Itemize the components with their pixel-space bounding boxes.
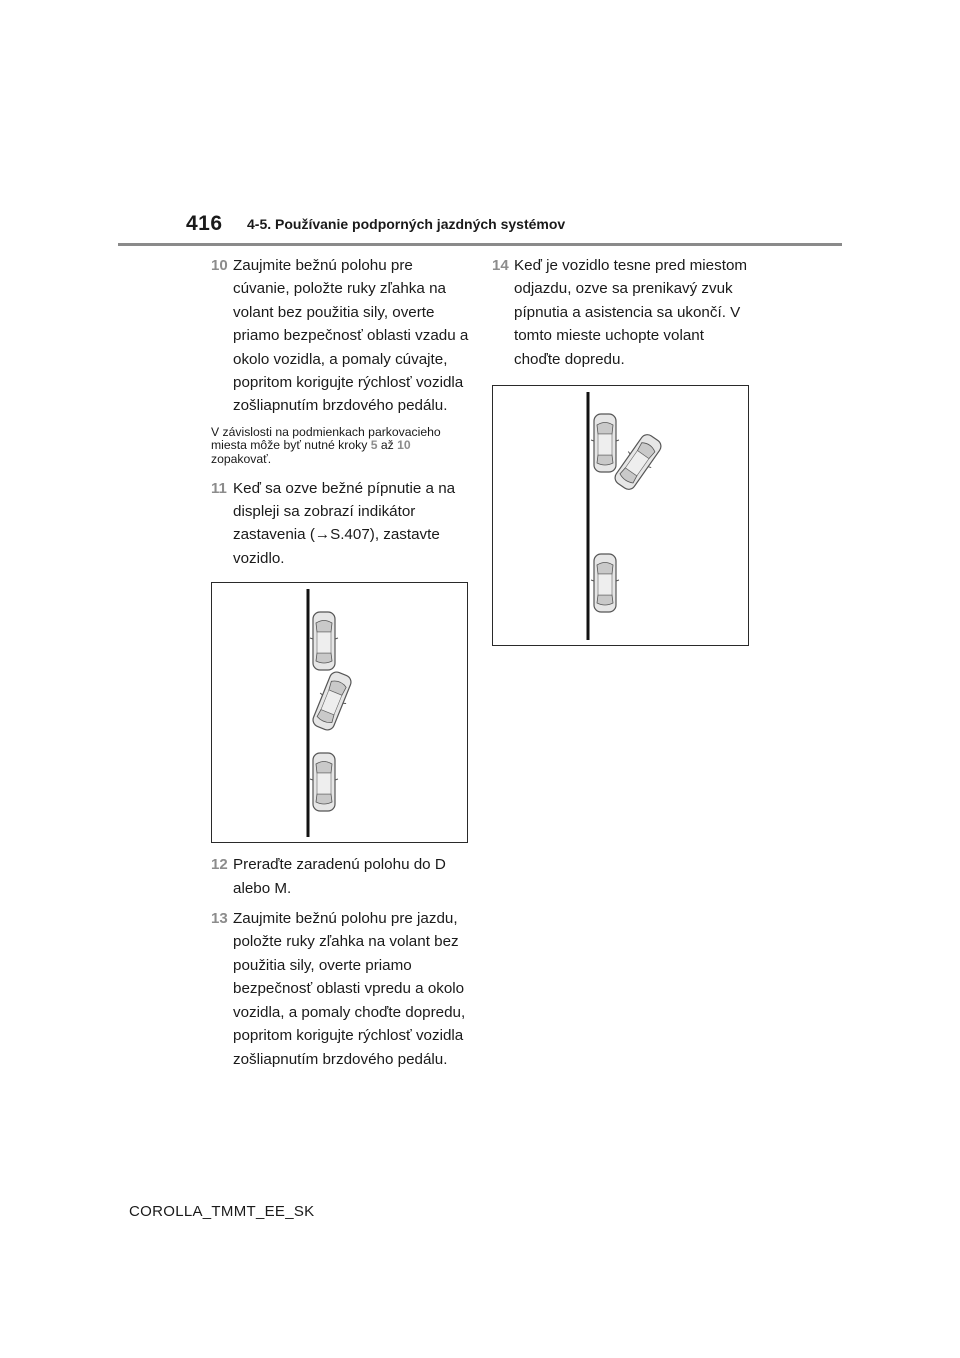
- parked-car-front: [310, 612, 338, 670]
- note-text: zopakovať.: [211, 452, 272, 467]
- parked-car-rear: [591, 554, 619, 612]
- step-12: [211, 853, 473, 900]
- parking-illustration-stop: [211, 582, 468, 843]
- parking-illustration-exit: [492, 385, 749, 646]
- step-11: [211, 477, 473, 571]
- parking-diagram: [212, 583, 467, 842]
- document-code: COROLLA_TMMT_EE_SK: [129, 1203, 315, 1220]
- step-number: 11: [211, 479, 227, 497]
- step-10: [211, 254, 473, 418]
- step-text: Keď sa ozve bežné pípnutie a na displeji sa zobrazí indikátor zastavenia (→S.407), zastavte vozidlo.: [233, 479, 456, 567]
- own-car: [308, 669, 356, 733]
- step-ref: 10: [397, 438, 411, 453]
- section-title: 4-5. Používanie podporných jazdných systémov: [247, 216, 566, 232]
- left-column: [211, 254, 473, 1078]
- note-text: až: [380, 438, 394, 453]
- step-13: [211, 907, 473, 1071]
- page-number: 416: [186, 212, 223, 235]
- step-text: Zaujmite bežnú polohu pre jazdu, položte ruky zľahka na volant bez použitia sily, overte priamo bezpečnosť oblasti vpredu a okolo vozidla, a pomaly choďte dopredu, popritom korigujte rýchlosť vozidla zošliapnutím brzdového pedálu.: [233, 910, 466, 1068]
- step-number: 13: [211, 910, 228, 928]
- step-number: 14: [492, 257, 509, 274]
- step-number: 12: [211, 856, 228, 874]
- step-14: [492, 254, 754, 371]
- note-text: V závislosti na podmienkach parkovacieho miesta môže byť nutné kroky: [211, 424, 441, 453]
- step-text: Keď je vozidlo tesne pred miestom odjazdu, ozve sa prenikavý zvuk pípnutia a asistencia sa ukončí. V tomto mieste uchopte volant choďte dopredu.: [514, 257, 748, 368]
- right-column: [492, 254, 754, 656]
- step-text: Preraďte zaradenú polohu do D alebo M.: [233, 856, 446, 897]
- header-divider: [118, 243, 842, 246]
- step-number: 10: [211, 257, 228, 274]
- parked-car-rear: [310, 753, 338, 811]
- parked-car-front: [591, 414, 619, 472]
- step-text: Zaujmite bežnú polohu pre cúvanie, položte ruky zľahka na volant bez použitia sily, overte priamo bezpečnosť oblasti vzadu a okolo vozidla, a pomaly cúvajte, popritom korigujte rýchlosť vozidla zošliapnutím brzdového pedálu.: [233, 257, 469, 415]
- step-ref: 5: [370, 438, 378, 453]
- repeat-steps-note: [211, 426, 473, 467]
- parking-diagram: [493, 386, 748, 645]
